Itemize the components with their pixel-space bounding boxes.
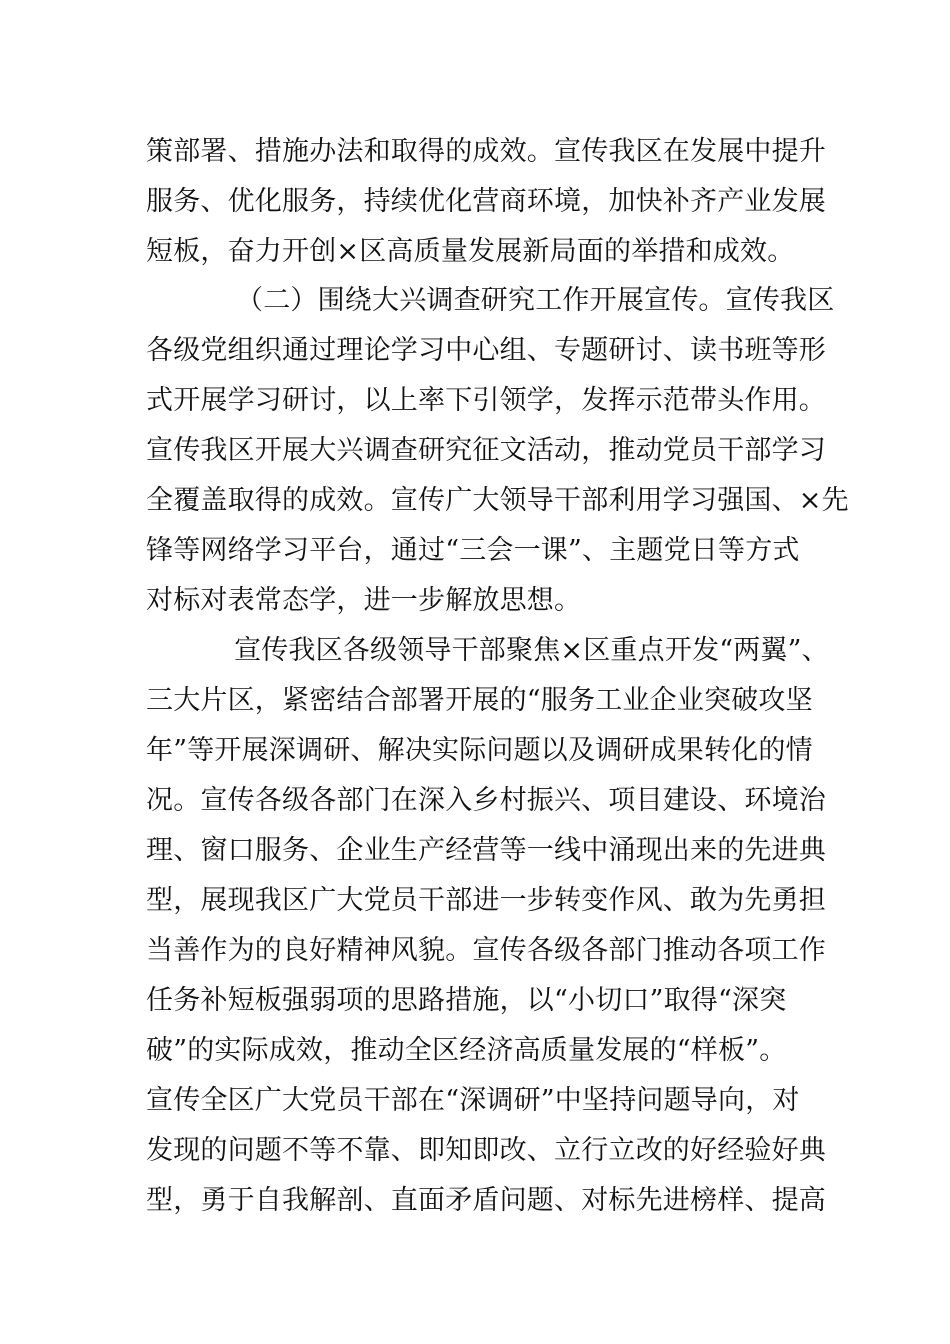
body-text-line: 理、窗口服务、企业生产经营等一线中涌现出来的先进典 <box>146 835 826 866</box>
body-text-line: 任务补短板强弱项的思路措施，以“小切口”取得“深突 <box>146 985 787 1016</box>
body-text-line: 宣传全区广大党员干部在“深调研”中坚持问题导向，对 <box>146 1085 800 1116</box>
body-text-line: 型，展现我区广大党员干部进一步转变作风、敢为先勇担 <box>146 885 826 916</box>
body-text-line: 宣传我区开展大兴调查研究征文活动，推动党员干部学习 <box>146 435 826 466</box>
body-text-line: 破”的实际成效，推动全区经济高质量发展的“样板”。 <box>146 1035 787 1066</box>
body-text-line: 锋等网络学习平台，通过“三会一课”、主题党日等方式 <box>146 535 800 566</box>
body-text-line: 式开展学习研讨，以上率下引领学，发挥示范带头作用。 <box>146 385 826 416</box>
body-text-line: 服务、优化服务，持续优化营商环境，加快补齐产业发展 <box>146 186 826 217</box>
body-text-line: 年”等开展深调研、解决实际问题以及调研成果转化的情 <box>146 735 813 766</box>
body-text-line: 三大片区，紧密结合部署开展的“服务工业企业突破攻坚 <box>146 685 813 716</box>
body-text-line: 短板，奋力开创×区高质量发展新局面的举措和成效。 <box>146 236 795 267</box>
body-text-line: 策部署、措施办法和取得的成效。宣传我区在发展中提升 <box>146 136 826 167</box>
body-text-line: 型，勇于自我解剖、直面矛盾问题、对标先进榜样、提高 <box>146 1185 826 1216</box>
body-text-line: 发现的问题不等不靠、即知即改、立行立改的好经验好典 <box>146 1135 826 1166</box>
body-text-line: 对标对表常态学，进一步解放思想。 <box>146 585 582 616</box>
body-text-line: 全覆盖取得的成效。宣传广大领导干部利用学习强国、×先 <box>146 485 849 516</box>
body-text-line: 各级党组织通过理论学习中心组、专题研讨、读书班等形 <box>146 335 826 366</box>
body-text-line: 当善作为的良好精神风貌。宣传各级各部门推动各项工作 <box>146 935 826 966</box>
section-heading-line: （二）围绕大兴调查研究工作开展宣传。宣传我区 <box>236 285 835 316</box>
body-text-line: 况。宣传各级各部门在深入乡村振兴、项目建设、环境治 <box>146 785 826 816</box>
paragraph-first-line: 宣传我区各级领导干部聚焦×区重点开发“两翼”、 <box>234 635 829 666</box>
